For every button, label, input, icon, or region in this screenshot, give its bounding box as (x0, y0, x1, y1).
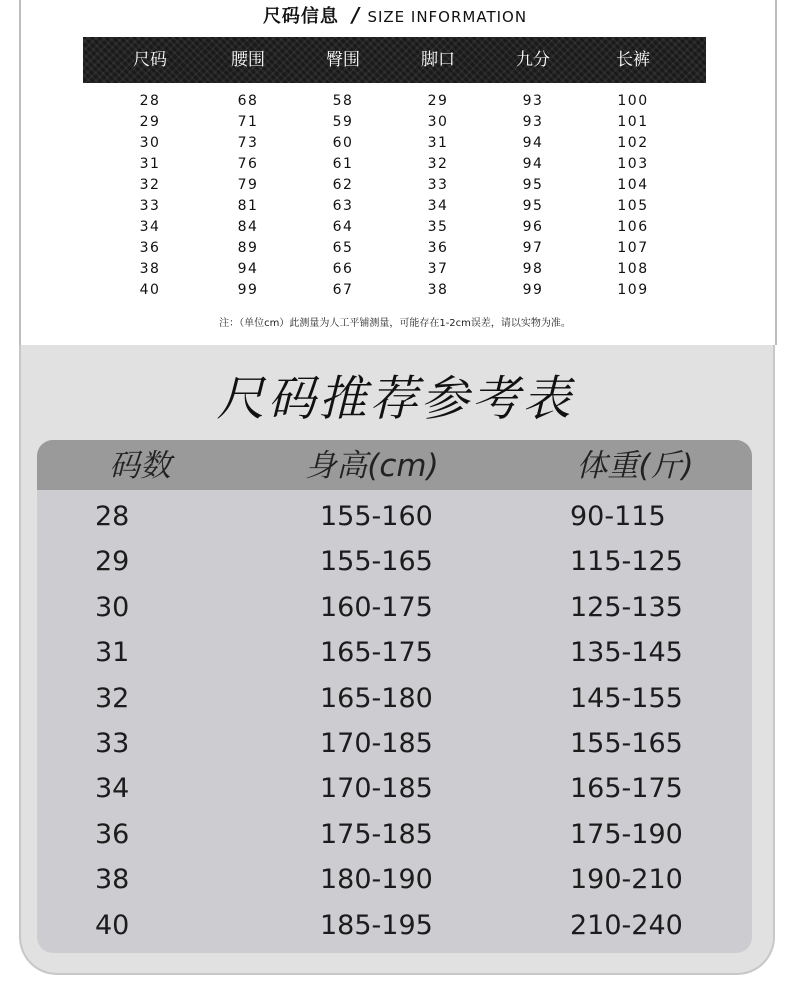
size-table-cell: 36 (139, 240, 161, 256)
size-table-cell: 64 (332, 219, 354, 235)
recommendation-cell: 38 (95, 864, 130, 895)
size-table-cell: 100 (617, 93, 649, 109)
size-table-cell: 99 (237, 282, 259, 298)
size-table-cell: 71 (237, 114, 259, 130)
size-table-cell: 97 (522, 240, 544, 256)
size-table-cell: 81 (237, 198, 259, 214)
size-col-header: 脚口 (421, 50, 455, 70)
size-table-cell: 59 (332, 114, 354, 130)
recommendation-title: 尺码推荐参考表 (216, 371, 574, 427)
size-table-cell: 29 (427, 93, 449, 109)
recommendation-cell: 32 (95, 683, 130, 714)
recommendation-table (37, 440, 752, 953)
size-table-cell: 101 (617, 114, 649, 130)
size-table-cell: 94 (522, 135, 544, 151)
size-table-cell: 104 (617, 177, 649, 193)
size-table-cell: 95 (522, 198, 544, 214)
measurement-note: 注：（单位cm）此测量为人工平铺测量，可能存在1-2cm误差，请以实物为准。 (219, 318, 571, 329)
size-table-cell: 60 (332, 135, 354, 151)
size-table-cell: 28 (139, 93, 161, 109)
recommendation-col-header: 身高(cm) (305, 448, 439, 484)
recommendation-cell: 175-190 (570, 819, 683, 850)
size-col-header: 腰围 (231, 50, 265, 70)
size-table-cell: 31 (139, 156, 161, 172)
size-table-cell: 32 (427, 156, 449, 172)
recommendation-cell: 31 (95, 637, 130, 668)
size-table-cell: 96 (522, 219, 544, 235)
size-table-cell: 94 (237, 261, 259, 277)
size-table-cell: 58 (332, 93, 354, 109)
recommendation-cell: 90-115 (570, 501, 666, 532)
size-table-cell: 38 (427, 282, 449, 298)
size-table-cell: 73 (237, 135, 259, 151)
recommendation-col-header: 码数 (109, 448, 171, 484)
recommendation-cell: 170-185 (320, 773, 433, 804)
size-table-cell: 36 (427, 240, 449, 256)
size-table-cell: 40 (139, 282, 161, 298)
size-table-cell: 98 (522, 261, 544, 277)
size-table-cell: 31 (427, 135, 449, 151)
size-table-cell: 94 (522, 156, 544, 172)
recommendation-cell: 155-160 (320, 501, 433, 532)
size-table-cell: 93 (522, 93, 544, 109)
recommendation-cell: 29 (95, 546, 130, 577)
size-table-cell: 105 (617, 198, 649, 214)
recommendation-cell: 180-190 (320, 864, 433, 895)
recommendation-cell: 160-175 (320, 592, 433, 623)
recommendation-cell: 30 (95, 592, 130, 623)
size-table-cell: 37 (427, 261, 449, 277)
size-table-cell: 38 (139, 261, 161, 277)
size-table-cell: 62 (332, 177, 354, 193)
recommendation-col-header: 体重(斤) (576, 448, 694, 484)
recommendation-cell: 165-180 (320, 683, 433, 714)
size-table-cell: 109 (617, 282, 649, 298)
size-table-header (83, 37, 706, 83)
recommendation-cell: 165-175 (320, 637, 433, 668)
size-table-cell: 84 (237, 219, 259, 235)
size-table-cell: 33 (139, 198, 161, 214)
recommendation-cell: 28 (95, 501, 130, 532)
size-table-cell: 106 (617, 219, 649, 235)
recommendation-cell: 155-165 (570, 728, 683, 759)
recommendation-cell: 36 (95, 819, 130, 850)
size-table-cell: 103 (617, 156, 649, 172)
size-col-header: 尺码 (133, 50, 167, 70)
recommendation-cell: 175-185 (320, 819, 433, 850)
size-table-cell: 89 (237, 240, 259, 256)
title-slash: / (352, 3, 360, 27)
recommendation-cell: 155-165 (320, 546, 433, 577)
size-col-header: 长裤 (616, 50, 650, 70)
recommendation-cell: 190-210 (570, 864, 683, 895)
size-info-title (0, 2, 790, 28)
size-table-cell: 95 (522, 177, 544, 193)
size-table-cell: 76 (237, 156, 259, 172)
size-table-cell: 93 (522, 114, 544, 130)
recommendation-cell: 125-135 (570, 592, 683, 623)
top-left-border (19, 0, 21, 345)
recommendation-cell: 165-175 (570, 773, 683, 804)
size-table-cell: 65 (332, 240, 354, 256)
recommendation-cell: 34 (95, 773, 130, 804)
recommendation-cell: 115-125 (570, 546, 683, 577)
recommendation-cell: 210-240 (570, 910, 683, 941)
size-table-cell: 102 (617, 135, 649, 151)
recommendation-cell: 135-145 (570, 637, 683, 668)
top-right-border (775, 0, 777, 345)
recommendation-cell: 145-155 (570, 683, 683, 714)
size-info-title-zh: 尺码信息 (262, 6, 339, 27)
size-table-cell: 66 (332, 261, 354, 277)
size-col-header: 臀围 (326, 50, 360, 70)
size-table-cell: 61 (332, 156, 354, 172)
recommendation-cell: 170-185 (320, 728, 433, 759)
size-table-cell: 32 (139, 177, 161, 193)
recommendation-cell: 185-195 (320, 910, 433, 941)
size-table-cell: 68 (237, 93, 259, 109)
size-table-cell: 63 (332, 198, 354, 214)
recommendation-cell: 40 (95, 910, 130, 941)
size-table-cell: 35 (427, 219, 449, 235)
size-table-cell: 99 (522, 282, 544, 298)
recommendation-cell: 33 (95, 728, 130, 759)
size-col-header: 九分 (516, 50, 550, 70)
size-table-cell: 30 (139, 135, 161, 151)
size-table-cell: 79 (237, 177, 259, 193)
size-table-cell: 67 (332, 282, 354, 298)
size-table-cell: 29 (139, 114, 161, 130)
size-table-cell: 33 (427, 177, 449, 193)
size-table-cell: 107 (617, 240, 649, 256)
size-info-title-en: SIZE INFORMATION (367, 8, 528, 26)
size-table-cell: 108 (617, 261, 649, 277)
size-table-cell: 30 (427, 114, 449, 130)
recommendation-table-header (37, 440, 752, 490)
size-table-cell: 34 (139, 219, 161, 235)
size-table-cell: 34 (427, 198, 449, 214)
